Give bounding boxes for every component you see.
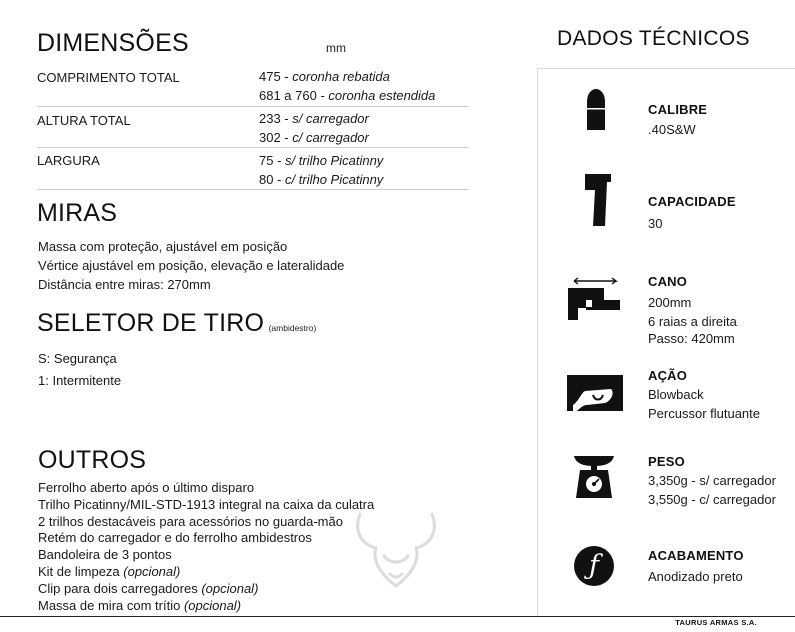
others-line: Retém do carregador e do ferrolho ambidestros [38, 530, 312, 546]
others-line: Ferrolho aberto após o último disparo [38, 480, 255, 495]
footer-brand: TAURUS ARMAS S.A. [675, 618, 757, 627]
spec-title-caliber: CALIBRE [648, 102, 708, 117]
spec-values-caliber [648, 120, 696, 139]
sights-line: Massa com proteção, ajustável em posição [38, 239, 288, 254]
spec-values-weight [648, 471, 776, 509]
spec-title-capacity: CAPACIDADE [648, 194, 736, 209]
others-line: Bandoleira de 3 pontos [38, 547, 172, 563]
divider [37, 189, 469, 190]
spec-title-barrel: CANO [648, 274, 688, 289]
selector-header [37, 309, 316, 338]
spec-value: 3,350g - s/ carregador [648, 473, 776, 488]
barrel-icon [566, 276, 624, 322]
dim-value-note: coronha rebatida [292, 69, 390, 84]
dim-row-values-height [259, 109, 369, 147]
bullet-icon [584, 88, 608, 132]
tech-title: DADOS TÉCNICOS [557, 27, 750, 50]
dim-value-note: c/ trilho Picatinny [285, 172, 384, 187]
scale-icon [572, 452, 616, 498]
dim-value-number: 80 - [259, 172, 282, 187]
others-line: Massa de mira com trítio (opcional) [38, 597, 242, 613]
spec-values-finish [648, 567, 743, 586]
others-line: Kit de limpeza (opcional) [38, 563, 181, 579]
dim-row-label-height: ALTURA TOTAL [37, 113, 131, 128]
dim-value-number: 233 - [259, 111, 289, 126]
spec-value: 30 [648, 216, 663, 231]
dim-row-label-width: LARGURA [37, 153, 100, 168]
sights-list [38, 237, 344, 294]
sights-line: Distância entre miras: 270mm [38, 277, 211, 292]
others-line: Clip para dois carregadores (opcional) [38, 580, 259, 596]
finish-icon: ƒ [574, 546, 614, 586]
dim-value-note: coronha estendida [328, 88, 436, 103]
dim-value-number: 681 a 760 - [259, 88, 325, 103]
spec-values-barrel [648, 293, 737, 348]
trigger-action-icon [567, 375, 623, 413]
sights-line: Vértice ajustável em posição, elevação e lateralidade [38, 258, 345, 273]
dimensions-title: DIMENSÕES [37, 29, 189, 57]
dim-row-label-length: COMPRIMENTO TOTAL [37, 70, 180, 85]
spec-title-action: AÇÃO [648, 368, 688, 383]
spec-value: Percussor flutuante [648, 406, 761, 421]
others-list [38, 480, 374, 614]
bull-logo-watermark [350, 508, 442, 590]
spec-value: Blowback [648, 387, 704, 402]
dim-value-number: 475 - [259, 69, 289, 84]
dim-value-note: s/ trilho Picatinny [285, 153, 384, 168]
spec-value: 3,550g - c/ carregador [648, 492, 776, 507]
dimensions-unit: mm [326, 41, 346, 55]
spec-value: 6 raias a direita [648, 314, 737, 329]
selector-note: (ambidestro) [268, 323, 317, 333]
selector-line: 1: Intermitente [38, 373, 122, 388]
dim-row-values-width [259, 151, 383, 189]
dim-value-note: s/ carregador [292, 111, 369, 126]
dim-row-values-length [259, 67, 435, 105]
spec-value: .40S&W [648, 122, 696, 137]
others-title: OUTROS [38, 446, 147, 474]
spec-values-capacity [648, 214, 662, 233]
spec-values-action [648, 385, 760, 423]
footer-rule [0, 616, 795, 617]
magazine-icon [581, 172, 617, 228]
divider [37, 106, 469, 107]
sights-title: MIRAS [37, 199, 118, 227]
divider [37, 147, 469, 148]
dim-value-note: c/ carregador [292, 130, 369, 145]
dim-value-number: 302 - [259, 130, 289, 145]
others-line: Trilho Picatinny/MIL-STD-1913 integral na caixa da culatra [38, 496, 375, 512]
spec-value: 200mm [648, 295, 692, 310]
spec-value: Passo: 420mm [648, 331, 735, 346]
selector-list [38, 348, 121, 392]
selector-line: S: Segurança [38, 351, 117, 366]
selector-title: SELETOR DE TIRO [37, 309, 265, 337]
spec-value: Anodizado preto [648, 569, 743, 584]
others-line: 2 trilhos destacáveis para acessórios no guarda-mão [38, 513, 343, 529]
spec-title-weight: PESO [648, 454, 685, 469]
spec-title-finish: ACABAMENTO [648, 548, 744, 563]
dim-value-number: 75 - [259, 153, 282, 168]
